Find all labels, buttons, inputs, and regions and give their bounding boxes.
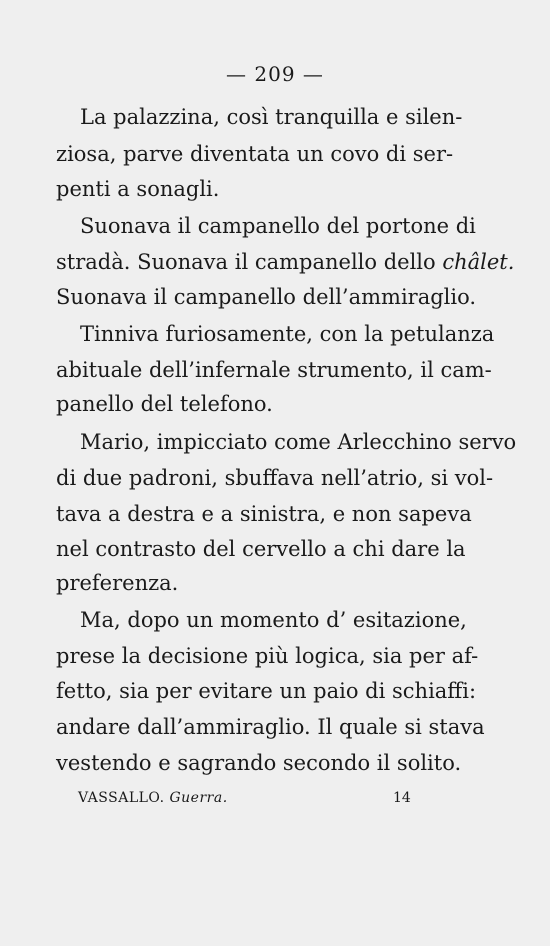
footer-author: VASSALLO. [78,790,165,806]
text-line: Ma, dopo un momento d’ esitazione, [80,608,467,632]
text-line: Mario, impicciato come Arlecchino servo [80,430,517,454]
text-line: ziosa, parve diventata un covo di ser- [56,142,454,166]
text-line: tava a destra e a sinistra, e non sapeva [56,502,472,526]
footer-title: Guerra. [169,790,228,806]
text-line: La palazzina, così tranquilla e silen- [80,105,463,129]
text-line: vestendo e sagrando secondo il solito. [56,751,462,775]
text-segment: stradà. Suonava il campanello dello [56,250,436,274]
text-line: abituale dell’infernale strumento, il cam- [56,358,492,382]
text-line [56,247,515,277]
text-line: di due padroni, sbuffava nell’atrio, si vol- [56,466,494,490]
italic-word: châlet. [442,250,515,274]
footer-sheet-number: 14 [393,790,411,806]
text-line: fetto, sia per evitare un paio di schiaffi: [56,679,477,703]
text-line: penti a sonagli. [56,177,220,201]
text-line: Suonava il campanello del portone di [80,214,476,238]
text-line: Suonava il campanello dell’ammiraglio. [56,285,477,309]
text-line: preferenza. [56,571,179,595]
text-line: andare dall’ammiraglio. Il quale si stava [56,715,485,739]
text-line: panello del telefono. [56,392,273,416]
text-line: nel contrasto del cervello a chi dare la [56,537,466,561]
text-line: prese la decisione più logica, sia per af- [56,644,479,668]
page-number: — 209 — [226,62,324,86]
text-line: Tinniva furiosamente, con la petulanza [80,322,495,346]
footer-signature-mark [78,790,228,806]
